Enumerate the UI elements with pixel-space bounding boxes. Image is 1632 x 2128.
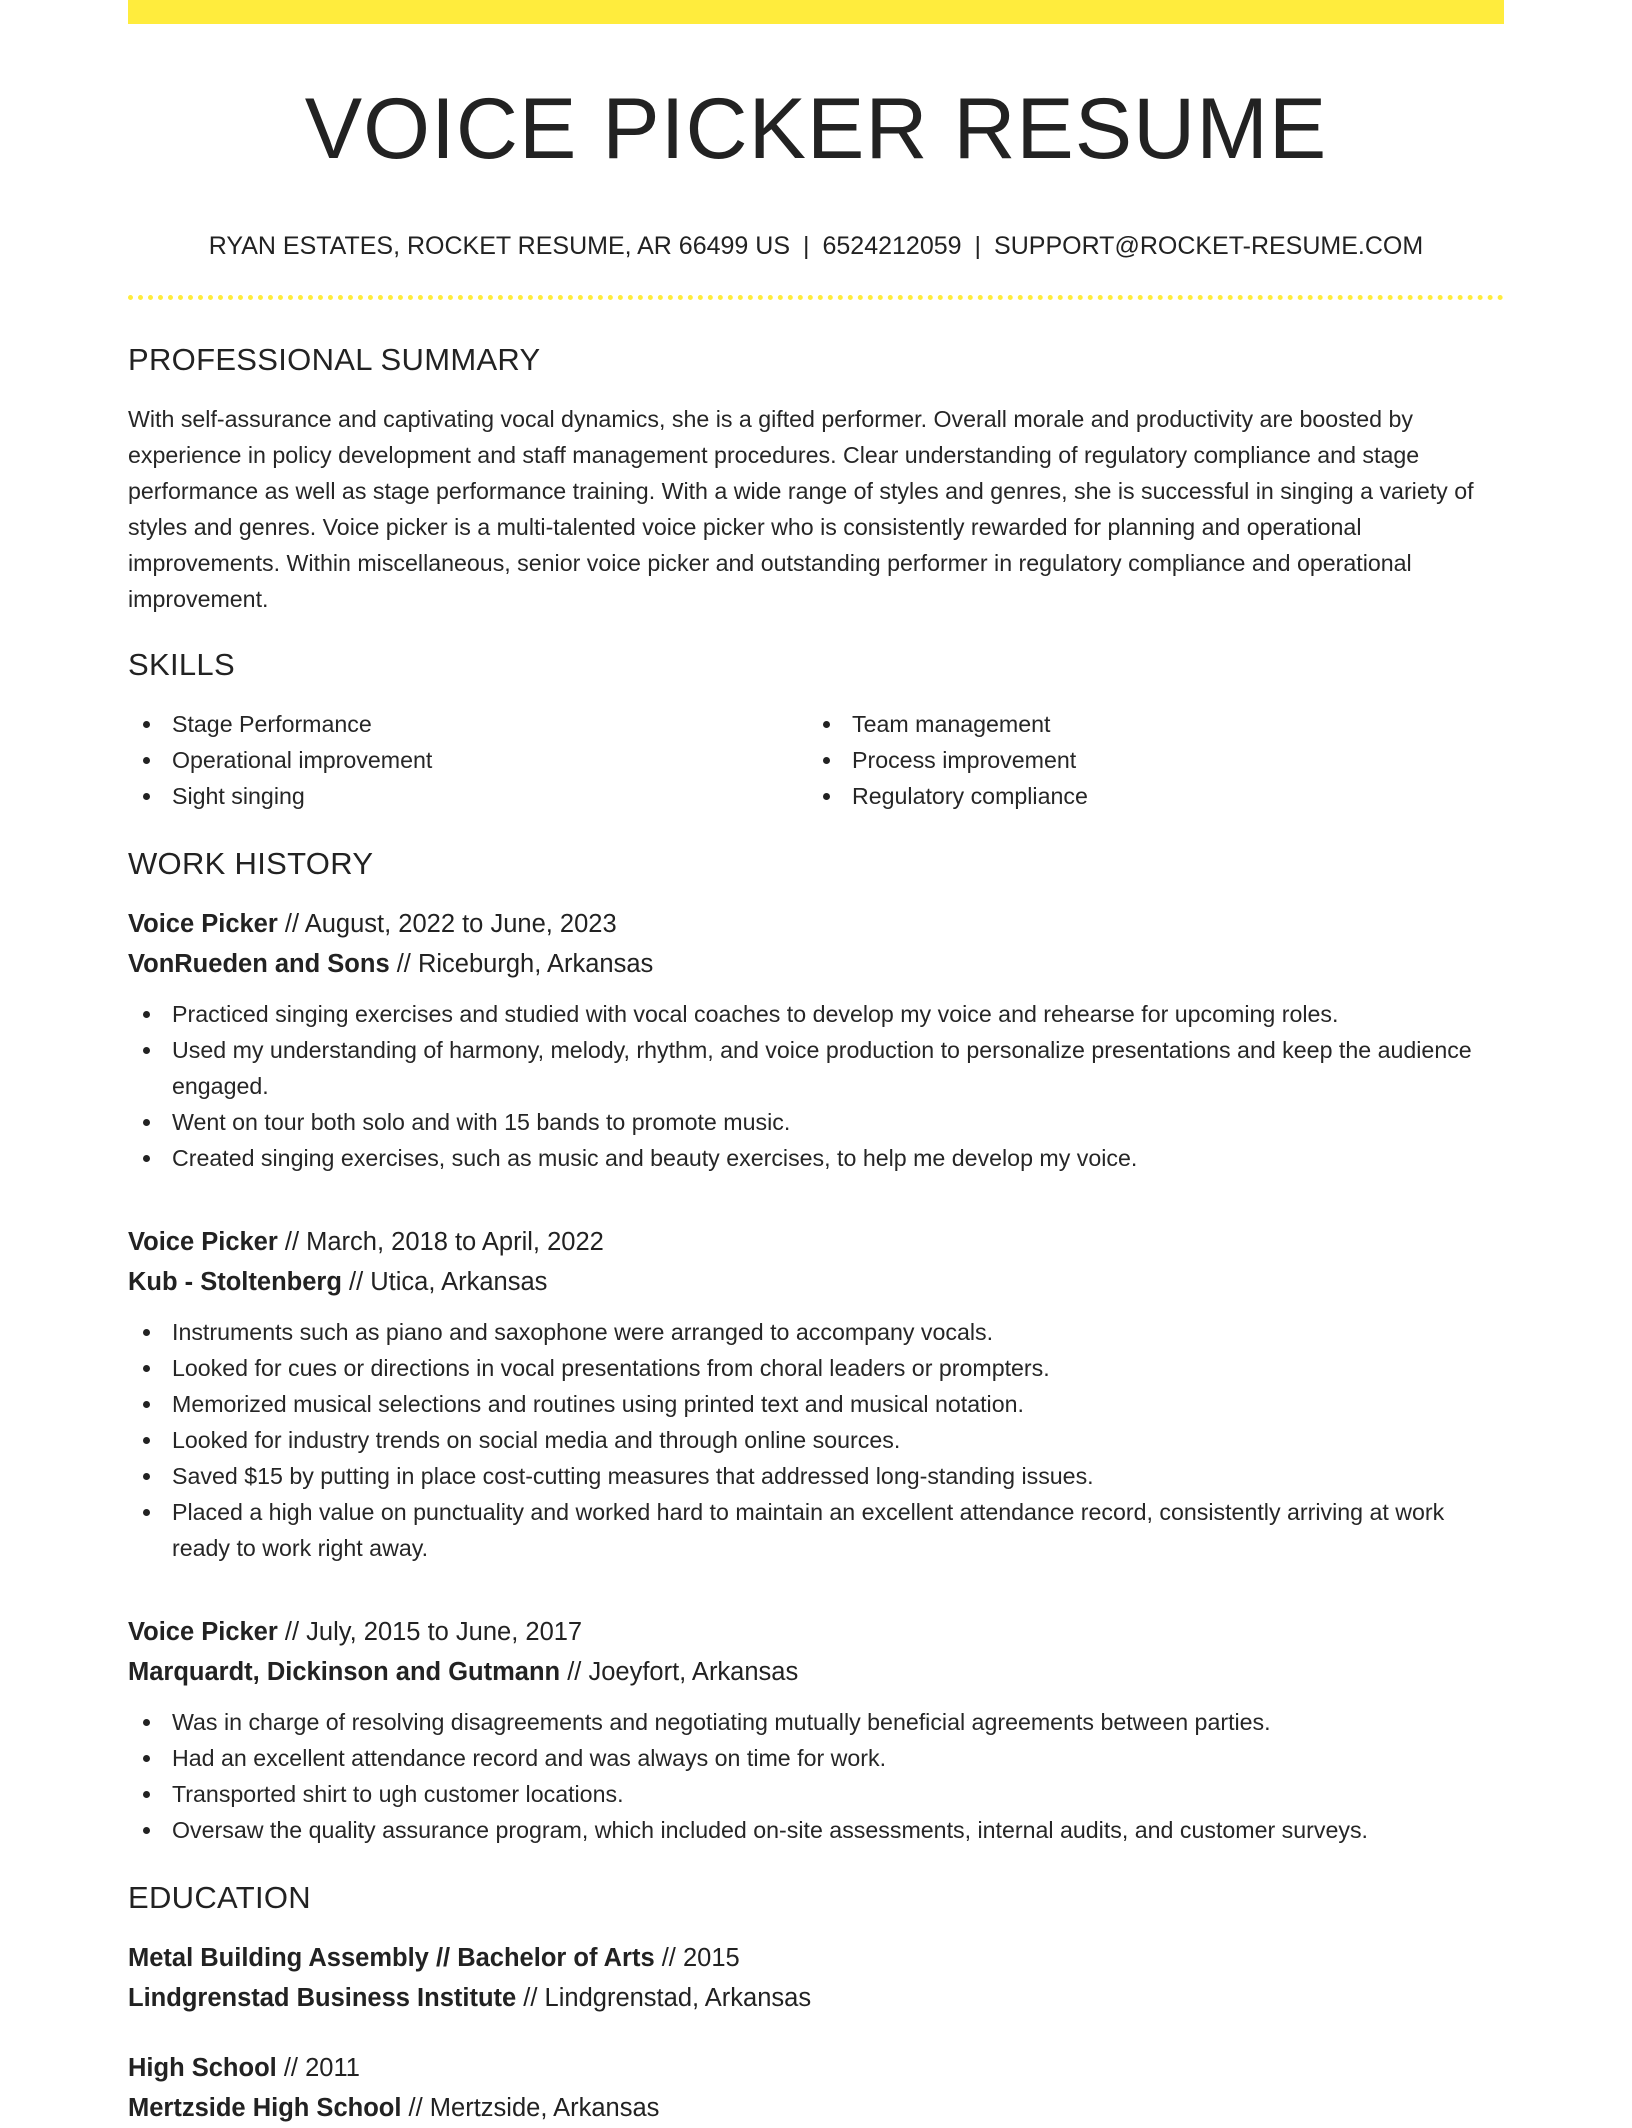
education-entry: [128, 1938, 1504, 2018]
skill-item: Regulatory compliance: [852, 778, 1488, 814]
skills-column-left: [128, 706, 808, 814]
job-bullet: Had an excellent attendance record and was always on time for work.: [172, 1740, 1504, 1776]
skill-item: Stage Performance: [172, 706, 808, 742]
education-year: // 2011: [276, 2053, 360, 2082]
job-title-line: [128, 904, 1504, 944]
job-entry: [128, 1612, 1504, 1848]
job-bullet: Saved $15 by putting in place cost-cutting measures that addressed long-standing issues.: [172, 1458, 1504, 1494]
education-degree-line: [128, 1938, 1504, 1978]
job-dates: // August, 2022 to June, 2023: [277, 909, 617, 938]
job-location: // Joeyfort, Arkansas: [560, 1657, 799, 1686]
education-school: Lindgrenstad Business Institute: [128, 1983, 517, 2012]
job-bullet: Transported shirt to ugh customer locations.: [172, 1776, 1504, 1812]
skills-list: [128, 706, 1504, 814]
job-title-line: [128, 1612, 1504, 1652]
contact-phone: 6524212059: [822, 231, 962, 260]
job-bullets: [128, 996, 1504, 1176]
contact-line: [128, 231, 1504, 261]
job-company: Kub - Stoltenberg: [128, 1267, 342, 1296]
job-bullet: Instruments such as piano and saxophone were arranged to accompany vocals.: [172, 1314, 1504, 1350]
education-degree: Metal Building Assembly // Bachelor of Arts: [128, 1943, 655, 1972]
contact-email: SUPPORT@ROCKET-RESUME.COM: [994, 231, 1424, 260]
job-location: // Utica, Arkansas: [341, 1267, 548, 1296]
job-location: // Riceburgh, Arkansas: [389, 949, 654, 978]
skill-item: Team management: [852, 706, 1488, 742]
contact-separator: |: [803, 231, 810, 260]
job-title: Voice Picker: [128, 909, 278, 938]
education-degree: High School: [128, 2053, 277, 2082]
job-bullet: Went on tour both solo and with 15 bands to promote music.: [172, 1104, 1504, 1140]
education-year: // 2015: [654, 1943, 740, 1972]
job-bullet: Looked for cues or directions in vocal presentations from choral leaders or prompters.: [172, 1350, 1504, 1386]
job-title: Voice Picker: [128, 1617, 278, 1646]
job-bullet: Placed a high value on punctuality and worked hard to maintain an excellent attendance record, consistently arriving at work ready to work right away.: [172, 1494, 1504, 1566]
job-title-line: [128, 1222, 1504, 1262]
work-history-heading: WORK HISTORY: [128, 845, 374, 881]
job-bullets: [128, 1704, 1504, 1848]
job-company-line: [128, 1652, 1504, 1692]
resume-name: VOICE PICKER RESUME: [304, 81, 1328, 177]
job-bullet: Was in charge of resolving disagreements and negotiating mutually beneficial agreements between parties.: [172, 1704, 1504, 1740]
job-bullet: Oversaw the quality assurance program, which included on-site assessments, internal audits, and customer surveys.: [172, 1812, 1504, 1848]
contact-address: RYAN ESTATES, ROCKET RESUME, AR 66499 US: [208, 231, 790, 260]
dotted-divider: [128, 295, 1504, 300]
education-location: // Mertzside, Arkansas: [401, 2093, 660, 2122]
job-bullet: Practiced singing exercises and studied with vocal coaches to develop my voice and rehearse for upcoming roles.: [172, 996, 1504, 1032]
resume-content: [128, 24, 1504, 2128]
education-location: // Lindgrenstad, Arkansas: [516, 1983, 812, 2012]
contact-separator: |: [974, 231, 982, 260]
job-bullet: Looked for industry trends on social media and through online sources.: [172, 1422, 1504, 1458]
job-bullet: Used my understanding of harmony, melody, rhythm, and voice production to personalize presentations and keep the audience engaged.: [172, 1032, 1504, 1104]
education-heading: EDUCATION: [128, 1879, 311, 1915]
job-title: Voice Picker: [128, 1227, 278, 1256]
job-dates: // March, 2018 to April, 2022: [277, 1227, 604, 1256]
education-degree-line: [128, 2048, 1504, 2088]
skills-column-right: [808, 706, 1488, 814]
skills-heading: SKILLS: [128, 646, 235, 682]
job-company: Marquardt, Dickinson and Gutmann: [128, 1657, 561, 1686]
job-bullets: [128, 1314, 1504, 1566]
job-entry: [128, 904, 1504, 1176]
skill-item: Sight singing: [172, 778, 808, 814]
education-school-line: [128, 2088, 1504, 2128]
job-company-line: [128, 944, 1504, 984]
summary-text: With self-assurance and captivating vocal dynamics, she is a gifted performer. Overall morale and productivity are boosted by experience in policy development and staff management procedures. Clear understanding of regulatory compliance and stage performance as well as stage performance training. With a wide range of styles and genres, she is successful in singing a variety of styles and genres. Voice picker is a multi-talented voice picker who is consistently rewarded for planning and operational improvements. Within miscellaneous, senior voice picker and outstanding performer in regulatory compliance and operational improvement.: [128, 405, 1474, 612]
summary-heading: PROFESSIONAL SUMMARY: [128, 341, 541, 377]
job-bullet: Memorized musical selections and routines using printed text and musical notation.: [172, 1386, 1504, 1422]
education-school: Mertzside High School: [128, 2093, 402, 2122]
accent-top-bar: [128, 0, 1504, 24]
job-bullet: Created singing exercises, such as music and beauty exercises, to help me develop my voice.: [172, 1140, 1504, 1176]
skill-item: Process improvement: [852, 742, 1488, 778]
job-company: VonRueden and Sons: [128, 949, 390, 978]
job-dates: // July, 2015 to June, 2017: [277, 1617, 583, 1646]
job-company-line: [128, 1262, 1504, 1302]
skill-item: Operational improvement: [172, 742, 808, 778]
job-entry: [128, 1222, 1504, 1566]
education-school-line: [128, 1978, 1504, 2018]
education-entry: [128, 2048, 1504, 2128]
